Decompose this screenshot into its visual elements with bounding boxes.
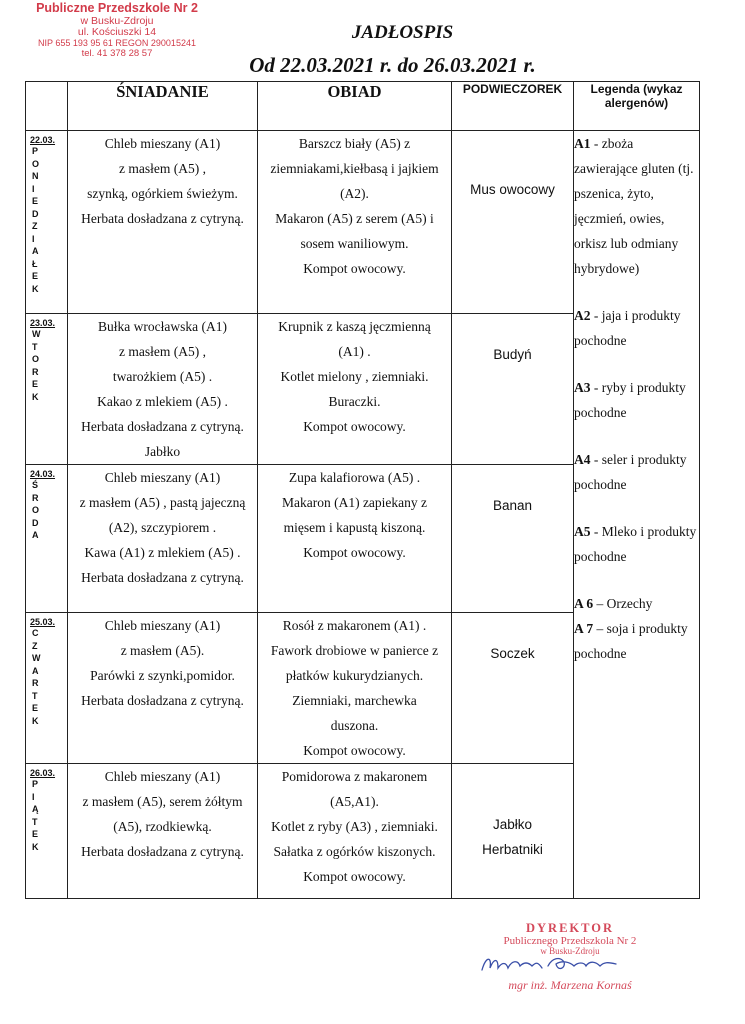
breakfast-line: Bułka wrocławska (A1) bbox=[98, 319, 227, 334]
legend-text: – Orzechy bbox=[593, 596, 653, 611]
legend-item bbox=[574, 519, 699, 569]
legend-text: - ryby i produkty pochodne bbox=[574, 380, 686, 420]
legend-code: A3 bbox=[574, 380, 591, 395]
director-name: mgr inż. Marzena Kornaś bbox=[508, 978, 632, 992]
legend-text: - zboża zawierające gluten (tj. pszenica, żyto, jęczmień, owies, orkisz lub odmiany hybrydowe) bbox=[574, 136, 694, 276]
legend-item bbox=[574, 616, 699, 666]
legend-text: - seler i produkty pochodne bbox=[574, 452, 687, 492]
day-label-cell bbox=[26, 131, 68, 314]
day-name: Ś R O D A bbox=[32, 480, 40, 540]
lunch-cell bbox=[258, 131, 452, 314]
lunch-line: Zupa kalafiorowa (A5) . bbox=[288, 470, 421, 485]
snack-cell bbox=[452, 465, 574, 613]
lunch-line: Buraczki. bbox=[328, 394, 381, 409]
allergen-legend bbox=[574, 131, 700, 899]
lunch-line: Rosół z makaronem (A1) . bbox=[282, 618, 427, 633]
stamp-line: ul. Kościuszki 14 bbox=[77, 26, 157, 39]
lunch-line: ziemniakami,kiełbasą i jajkiem bbox=[270, 161, 439, 176]
column-header-lunch: OBIAD bbox=[258, 82, 452, 131]
breakfast-line: Kakao z mlekiem (A5) . bbox=[97, 394, 228, 409]
lunch-cell bbox=[258, 764, 452, 899]
day-name: P O N I E D Z I A Ł E K bbox=[32, 146, 40, 294]
breakfast-line: Chleb mieszany (A1) bbox=[104, 769, 221, 784]
legend-code: A4 bbox=[574, 452, 591, 467]
lunch-line: Kompot owocowy. bbox=[303, 261, 406, 276]
lunch-line: Kompot owocowy. bbox=[303, 743, 406, 758]
lunch-line: duszona. bbox=[330, 718, 379, 733]
breakfast-line: z masłem (A5), serem żółtym bbox=[82, 794, 243, 809]
director-org: Publicznego Przedszkola Nr 2 bbox=[503, 935, 637, 947]
page-title: JADŁOSPIS bbox=[351, 22, 454, 43]
breakfast-line: Herbata dosładzana z cytryną. bbox=[81, 693, 244, 708]
lunch-cell bbox=[258, 465, 452, 613]
legend-text: - Mleko i produkty pochodne bbox=[574, 524, 697, 564]
legend-code: A1 bbox=[574, 136, 591, 151]
breakfast-line: Jabłko bbox=[144, 444, 181, 459]
day-name: C Z W A R T E K bbox=[32, 628, 41, 726]
breakfast-line: z masłem (A5) , bbox=[119, 344, 206, 359]
day-name: P I Ą T E K bbox=[32, 779, 39, 852]
lunch-line: Kotlet z ryby (A3) , ziemniaki. bbox=[271, 819, 438, 834]
legend-item bbox=[574, 131, 699, 281]
breakfast-line: szynką, ogórkiem świeżym. bbox=[87, 186, 238, 201]
breakfast-line: Herbata dosładzana z cytryną. bbox=[81, 419, 244, 434]
column-header-legend: Legenda (wykaz alergenów) bbox=[574, 82, 700, 131]
lunch-line: Ziemniaki, marchewka bbox=[292, 693, 417, 708]
lunch-line: Kompot owocowy. bbox=[303, 545, 406, 560]
day-date: 22.03. bbox=[30, 135, 56, 145]
lunch-line: Kompot owocowy. bbox=[303, 869, 406, 884]
legend-code: A 6 bbox=[574, 596, 594, 611]
snack-cell bbox=[452, 314, 574, 465]
breakfast-line: z masłem (A5) , bbox=[119, 161, 206, 176]
legend-text: – soja i produkty pochodne bbox=[574, 621, 688, 661]
corner-cell bbox=[26, 82, 68, 131]
stamp-line: tel. 41 378 28 57 bbox=[81, 47, 153, 59]
day-date: 23.03. bbox=[30, 318, 56, 328]
column-header-breakfast: ŚNIADANIE bbox=[68, 82, 258, 131]
day-row bbox=[26, 131, 700, 314]
snack-cell bbox=[452, 764, 574, 899]
legend-item bbox=[574, 303, 699, 353]
legend-code: A2 bbox=[574, 308, 591, 323]
column-header-snack: PODWIECZOREK bbox=[452, 82, 574, 131]
legend-code: A 7 bbox=[574, 621, 594, 636]
snack-line: Herbatniki bbox=[482, 842, 543, 857]
lunch-line: sosem waniliowym. bbox=[300, 236, 409, 251]
lunch-line: (A2). bbox=[340, 186, 369, 201]
lunch-line: Kompot owocowy. bbox=[303, 419, 406, 434]
breakfast-line: (A5), rzodkiewką. bbox=[113, 819, 212, 834]
lunch-line: Barszcz biały (A5) z bbox=[298, 136, 411, 151]
signature-drawing bbox=[468, 950, 668, 980]
lunch-line: Fawork drobiowe w panierce z bbox=[270, 643, 439, 658]
legend-item bbox=[574, 591, 699, 616]
breakfast-line: Chleb mieszany (A1) bbox=[104, 470, 221, 485]
breakfast-line: Chleb mieszany (A1) bbox=[104, 618, 221, 633]
legend-code: A5 bbox=[574, 524, 591, 539]
lunch-line: płatków kukurydzianych. bbox=[285, 668, 424, 683]
lunch-cell bbox=[258, 613, 452, 764]
stamp-line: w Busku-Zdroju bbox=[80, 14, 154, 27]
breakfast-cell bbox=[68, 314, 258, 465]
legend-text: - jaja i produkty pochodne bbox=[574, 308, 681, 348]
breakfast-line: Herbata dosładzana z cytryną. bbox=[81, 211, 244, 226]
breakfast-cell bbox=[68, 613, 258, 764]
date-range: Od 22.03.2021 r. do 26.03.2021 r. bbox=[249, 53, 536, 77]
breakfast-line: (A2), szczypiorem . bbox=[108, 520, 217, 535]
legend-item bbox=[574, 447, 699, 497]
day-date: 25.03. bbox=[30, 617, 56, 627]
snack-line: Banan bbox=[492, 498, 533, 513]
breakfast-line: twarożkiem (A5) . bbox=[112, 369, 213, 384]
snack-cell bbox=[452, 613, 574, 764]
lunch-line: mięsem i kapustą kiszoną. bbox=[283, 520, 426, 535]
lunch-line: Sałatka z ogórków kiszonych. bbox=[273, 844, 436, 859]
breakfast-line: Kawa (A1) z mlekiem (A5) . bbox=[84, 545, 241, 560]
menu-table bbox=[25, 81, 700, 899]
day-name: W T O R E K bbox=[32, 329, 41, 402]
lunch-line: (A5,A1). bbox=[330, 794, 379, 809]
breakfast-line: z masłem (A5) , pastą jajeczną bbox=[79, 495, 246, 510]
lunch-cell bbox=[258, 314, 452, 465]
breakfast-line: Herbata dosładzana z cytryną. bbox=[81, 844, 244, 859]
header-row bbox=[26, 82, 700, 131]
day-label-cell bbox=[26, 764, 68, 899]
lunch-line: Makaron (A5) z serem (A5) i bbox=[275, 211, 434, 226]
lunch-line: (A1) . bbox=[338, 344, 371, 359]
breakfast-cell bbox=[68, 465, 258, 613]
snack-line: Mus owocowy bbox=[470, 182, 555, 197]
day-label-cell bbox=[26, 314, 68, 465]
legend-item bbox=[574, 375, 699, 425]
breakfast-cell bbox=[68, 131, 258, 314]
snack-line: Budyń bbox=[493, 347, 532, 362]
breakfast-line: z masłem (A5). bbox=[120, 643, 205, 658]
day-label-cell bbox=[26, 613, 68, 764]
breakfast-line: Parówki z szynki,pomidor. bbox=[90, 668, 235, 683]
breakfast-cell bbox=[68, 764, 258, 899]
lunch-line: Makaron (A1) zapiekany z bbox=[281, 495, 428, 510]
breakfast-line: Chleb mieszany (A1) bbox=[104, 136, 221, 151]
breakfast-line: Herbata dosładzana z cytryną. bbox=[81, 570, 244, 585]
stamp-line: NIP 655 193 95 61 REGON 290015241 bbox=[38, 37, 196, 48]
day-date: 26.03. bbox=[30, 768, 56, 778]
lunch-line: Kotlet mielony , ziemniaki. bbox=[280, 369, 429, 384]
director-city: w Busku-Zdroju bbox=[540, 946, 600, 956]
stamp-line: Publiczne Przedszkole Nr 2 bbox=[36, 1, 198, 15]
lunch-line: Pomidorowa z makaronem bbox=[281, 769, 428, 784]
snack-line: Jabłko bbox=[492, 817, 533, 832]
snack-cell bbox=[452, 131, 574, 314]
lunch-line: Krupnik z kaszą jęczmienną bbox=[278, 319, 431, 334]
day-label-cell bbox=[26, 465, 68, 613]
snack-line: Soczek bbox=[490, 646, 535, 661]
director-title: DYREKTOR bbox=[525, 921, 614, 935]
day-date: 24.03. bbox=[30, 469, 56, 479]
